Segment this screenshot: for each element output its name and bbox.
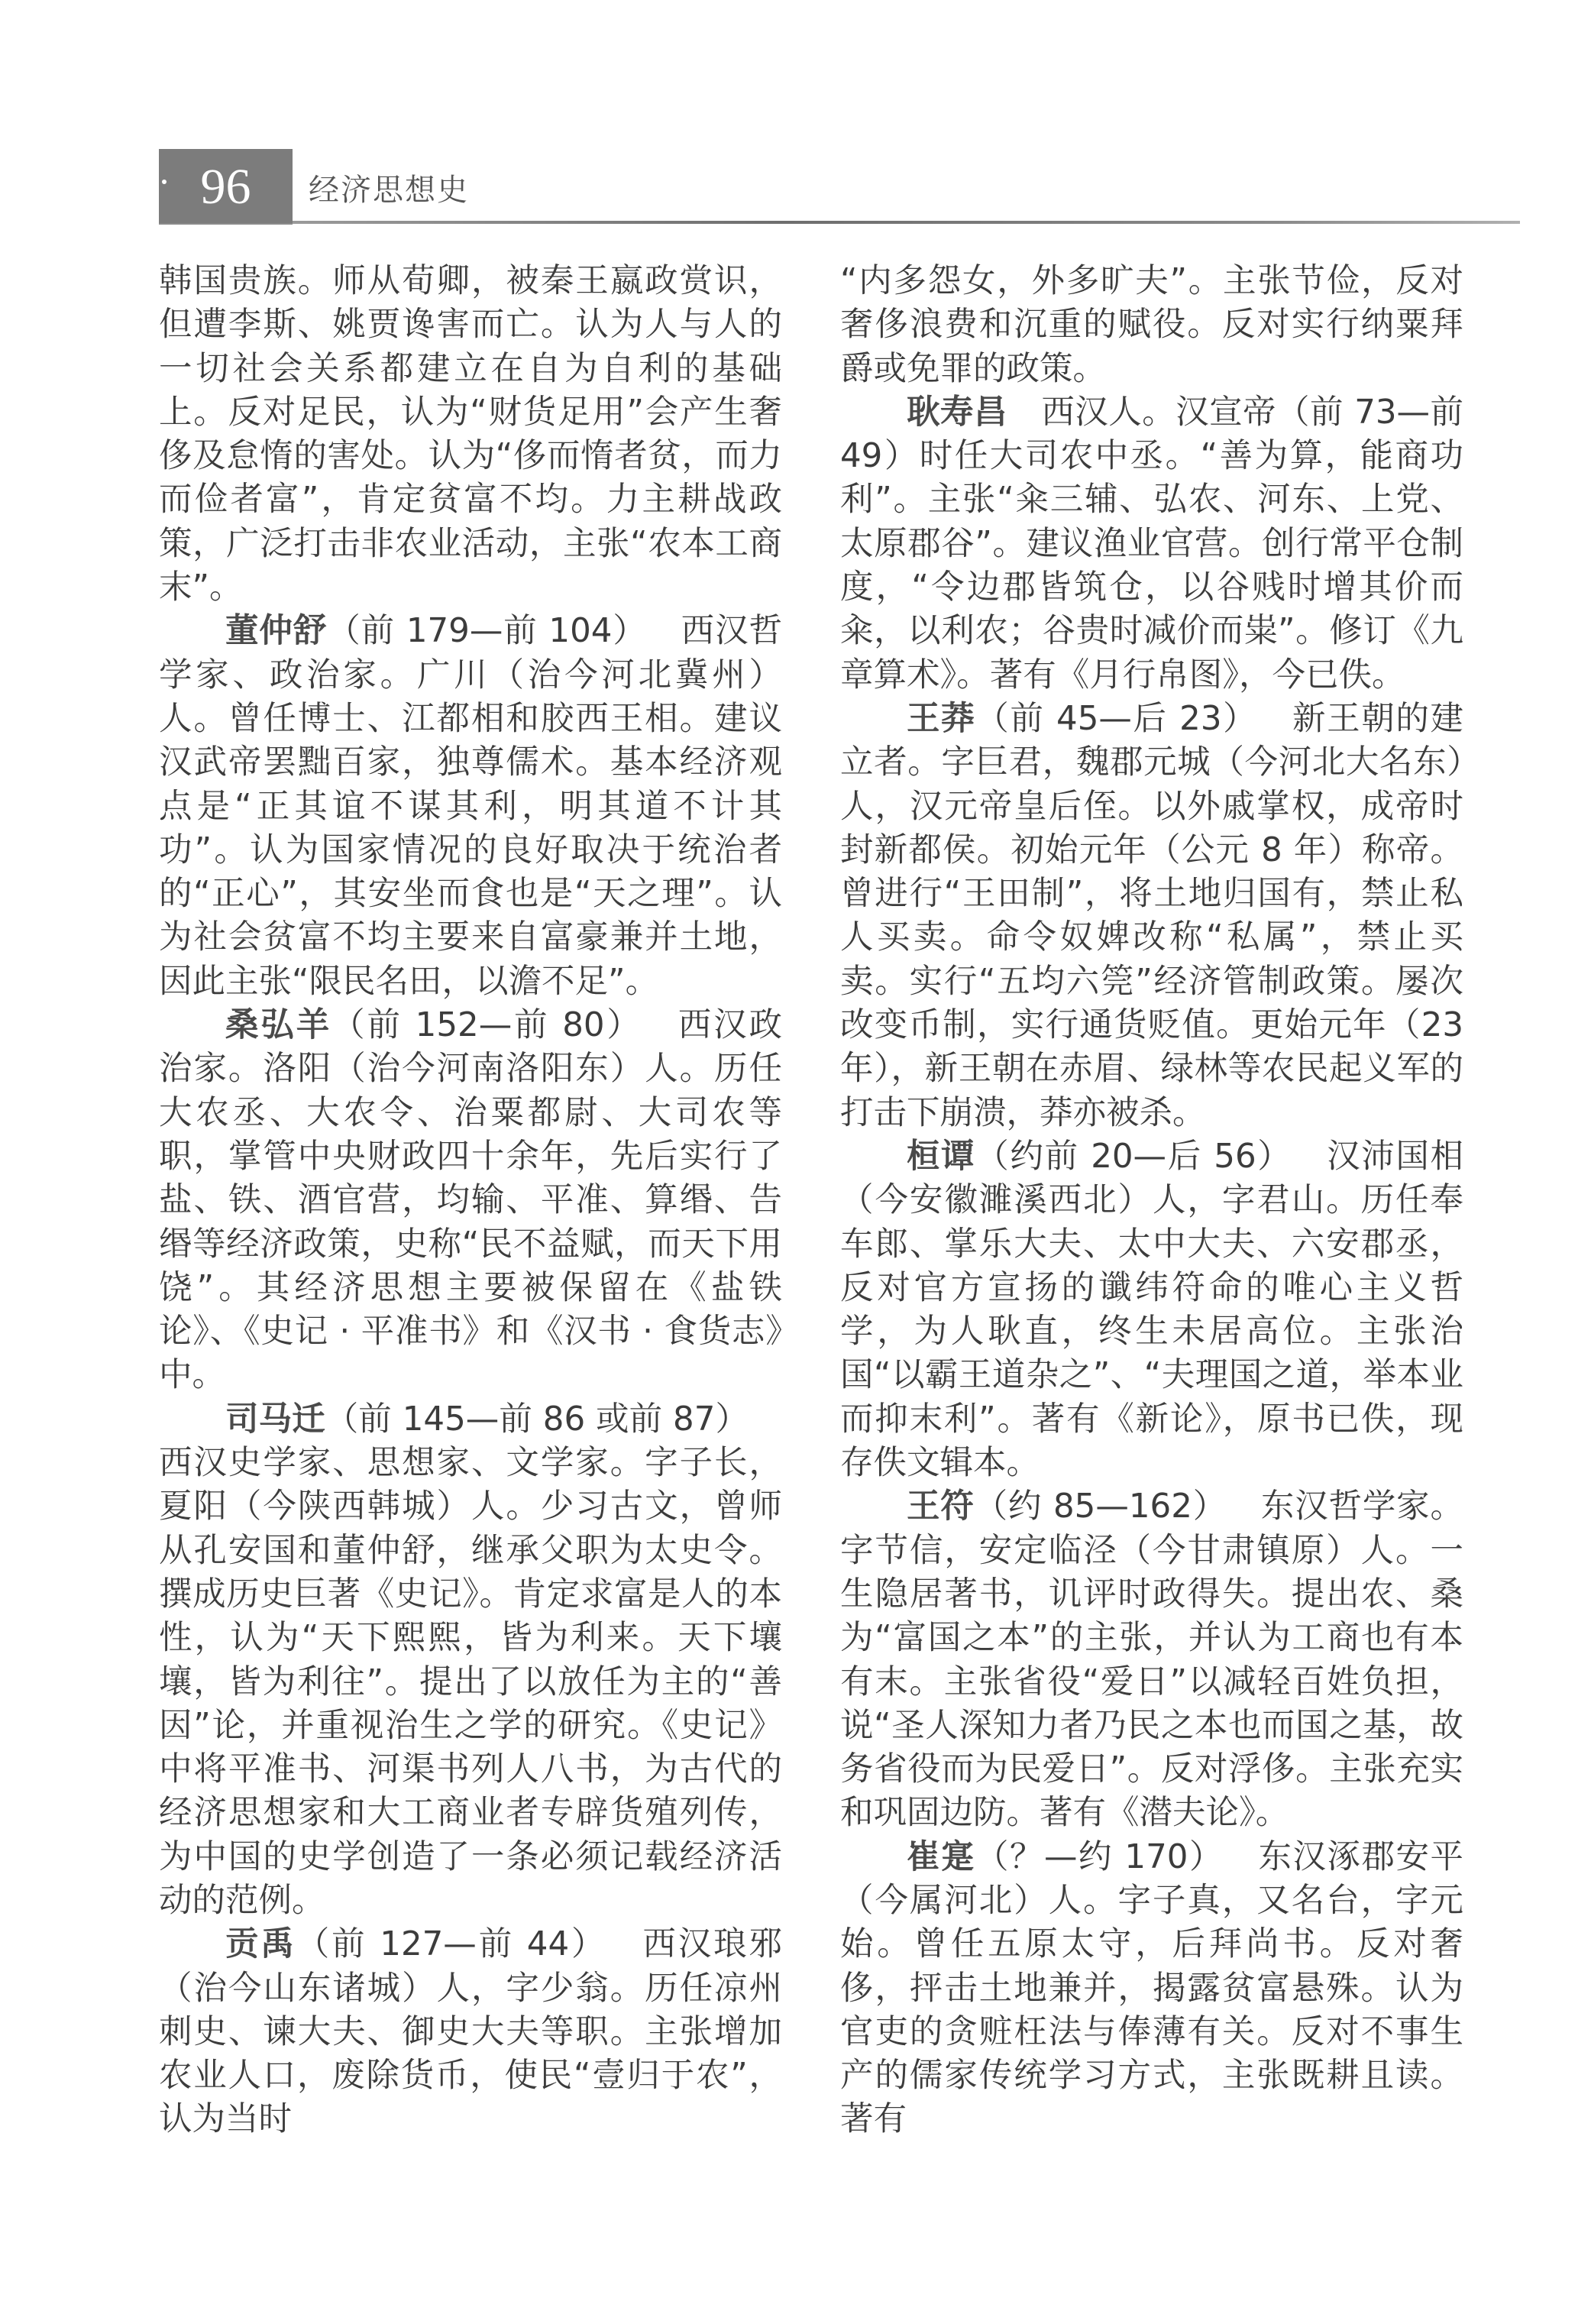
entry-dates: （前 152—前 80）: [331, 1006, 642, 1045]
entry-name: 桑弘羊: [225, 1006, 332, 1045]
entry-name: 贡禹: [225, 1925, 296, 1964]
entry-dates: （前 145—前 86 或前 87）: [325, 1400, 749, 1439]
biography-entry: [159, 1923, 782, 2141]
header-divider: [293, 221, 1520, 224]
entry-text: 东汉哲学家。字节信，安定临泾（今甘肃镇原）人。一生隐居著书，讥评时政得失。提出农、桑为“富国之本”的主张，并认为工商也有本有末。主张省役“爱日”以减轻百姓负担，说“圣人深知力者乃民之本也而国之基，故务省役而为民爱日”。反对浮侈。主张充实和巩固边防。著有《潜夫论》。: [840, 1487, 1464, 1833]
biography-entry: [840, 1135, 1463, 1485]
entry-dates: （约前 20—后 56）: [975, 1137, 1292, 1176]
biography-entry: [840, 698, 1463, 1135]
entry-name: 王莽: [907, 699, 976, 738]
entry-name: 耿寿昌: [907, 393, 1007, 432]
biography-entry: [840, 1836, 1463, 2142]
biography-entry: [159, 1398, 782, 1924]
continuation-paragraph: “内多怨女，外多旷夫”。主张节俭，反对奢侈浪费和沉重的赋役。反对实行纳粟拜爵或免罪的政策。: [840, 262, 1463, 388]
entry-name: 桓谭: [907, 1137, 976, 1176]
biography-entry: [159, 1004, 782, 1398]
biography-entry: [840, 391, 1463, 698]
entry-text: 西汉哲学家、政治家。广川（治今河北冀州）人。曾任博士、江都相和胶西王相。建议汉武帝罢黜百家，独尊儒术。基本经济观点是“正其谊不谋其利，明其道不计其功”。认为国家情况的良好取决于统治者的“正心”，其安坐而食也是“天之理”。认为社会贫富不均主要来自富豪兼并土地，因此主张“限民名田，以澹不足”。: [159, 612, 783, 1001]
entry-text: 汉沛国相（今安徽濉溪西北）人，字君山。历任奉车郎、掌乐大夫、太中大夫、六安郡丞，反对官方宣扬的谶纬符命的唯心主义哲学，为人耿直，终生未居高位。主张治国“以霸王道杂之”、“夫理国之道，举本业而抑末利”。著有《新论》，原书已佚，现存佚文辑本。: [840, 1137, 1464, 1483]
page-number-box: [159, 149, 293, 223]
entry-name: 王符: [907, 1487, 975, 1526]
entry-name: 崔寔: [907, 1837, 976, 1876]
entry-dates: （约 85—162）: [974, 1487, 1227, 1526]
entry-text: 东汉涿郡安平（今属河北）人。字子真，又名台，字元始。曾任五原太守，后拜尚书。反对奢侈，抨击土地兼并，揭露贫富悬殊。认为官吏的贪赃枉法与俸薄有关。反对不事生产的儒家传统学习方式，主张既耕且读。著有: [840, 1837, 1464, 2139]
biography-entry: [840, 1485, 1463, 1835]
page-number: 96: [200, 159, 251, 215]
biography-entry: [159, 610, 782, 1004]
book-title: 经济思想史: [309, 173, 469, 208]
entry-dates: （？—约 170）: [975, 1837, 1224, 1876]
page-header: [159, 149, 1520, 225]
entry-name: 董仲舒: [225, 612, 328, 651]
entry-text: 西汉人。汉宣帝（前 73—前 49）时任大司农中丞。“善为算，能商功利”。主张“籴三辅、弘农、河东、上党、太原郡谷”。建议渔业官营。创行常平仓制度，“令边郡皆筑仓，以谷贱时增其价而籴，以利农；谷贵时减价而粜”。修订《九章算术》。著有《月行帛图》，今已佚。: [840, 393, 1464, 694]
entry-text: 西汉琅邪（治今山东诸城）人，字少翁。历任凉州刺史、谏大夫、御史大夫等职。主张增加农业人口，废除货币，使民“壹归于农”，认为当时: [159, 1925, 782, 2139]
right-column: [840, 260, 1463, 2142]
continuation-paragraph: 韩国贵族。师从荀卿，被秦王嬴政赏识，但遭李斯、姚贾谗害而亡。认为人与人的一切社会关系都建立在自为自利的基础上。反对足民，认为“财货足用”会产生奢侈及怠惰的害处。认为“侈而惰者贫，而力而俭者富”，肯定贫富不均。力主耕战政策，广泛打击非农业活动，主张“农本工商末”。: [159, 262, 782, 607]
left-column: [159, 260, 782, 2142]
entry-dates: （前 45—后 23）: [975, 699, 1258, 738]
entry-name: 司马迁: [225, 1400, 325, 1439]
entry-text: 西汉史学家、思想家、文学家。字子长，夏阳（今陕西韩城）人。少习古文，曾师从孔安国和董仲舒，继承父职为太史令。撰成历史巨著《史记》。肯定求富是人的本性，认为“天下熙熙，皆为利来。天下壤壤，皆为利往”。提出了以放任为主的“善因”论，并重视治生之学的研究。《史记》中将平准书、河渠书列人八书，为古代的经济思想家和大工商业者专辟货殖列传，为中国的史学创造了一条必须记载经济活动的范例。: [159, 1444, 782, 1920]
entry-text: 西汉政治家。洛阳（治今河南洛阳东）人。历任大农丞、大农令、治粟都尉、大司农等职，掌管中央财政四十余年，先后实行了盐、铁、酒官营，均输、平准、算缗、告缗等经济政策，史称“民不益赋，而天下用饶”。其经济思想主要被保留在《盐铁论》、《史记 · 平准书》和《汉书 · 食货志》中。: [159, 1006, 782, 1395]
entry-dates: （前 179—前 104）: [327, 612, 647, 651]
entry-dates: （前 127—前 44）: [296, 1925, 607, 1964]
entry-text: 新王朝的建立者。字巨君，魏郡元城（今河北大名东）人，汉元帝皇后侄。以外戚掌权，成帝时封新都侯。初始元年（公元 8 年）称帝。曾进行“王田制”，将土地归国有，禁止私人买卖。命令奴婢改称“私属”，禁止买卖。实行“五均六筦”经济管制政策。屡次改变币制，实行通货贬值。更始元年（23 年），新王朝在赤眉、绿林等农民起义军的打击下崩溃，莽亦被杀。: [840, 699, 1464, 1132]
header-divider-left: [159, 223, 293, 225]
